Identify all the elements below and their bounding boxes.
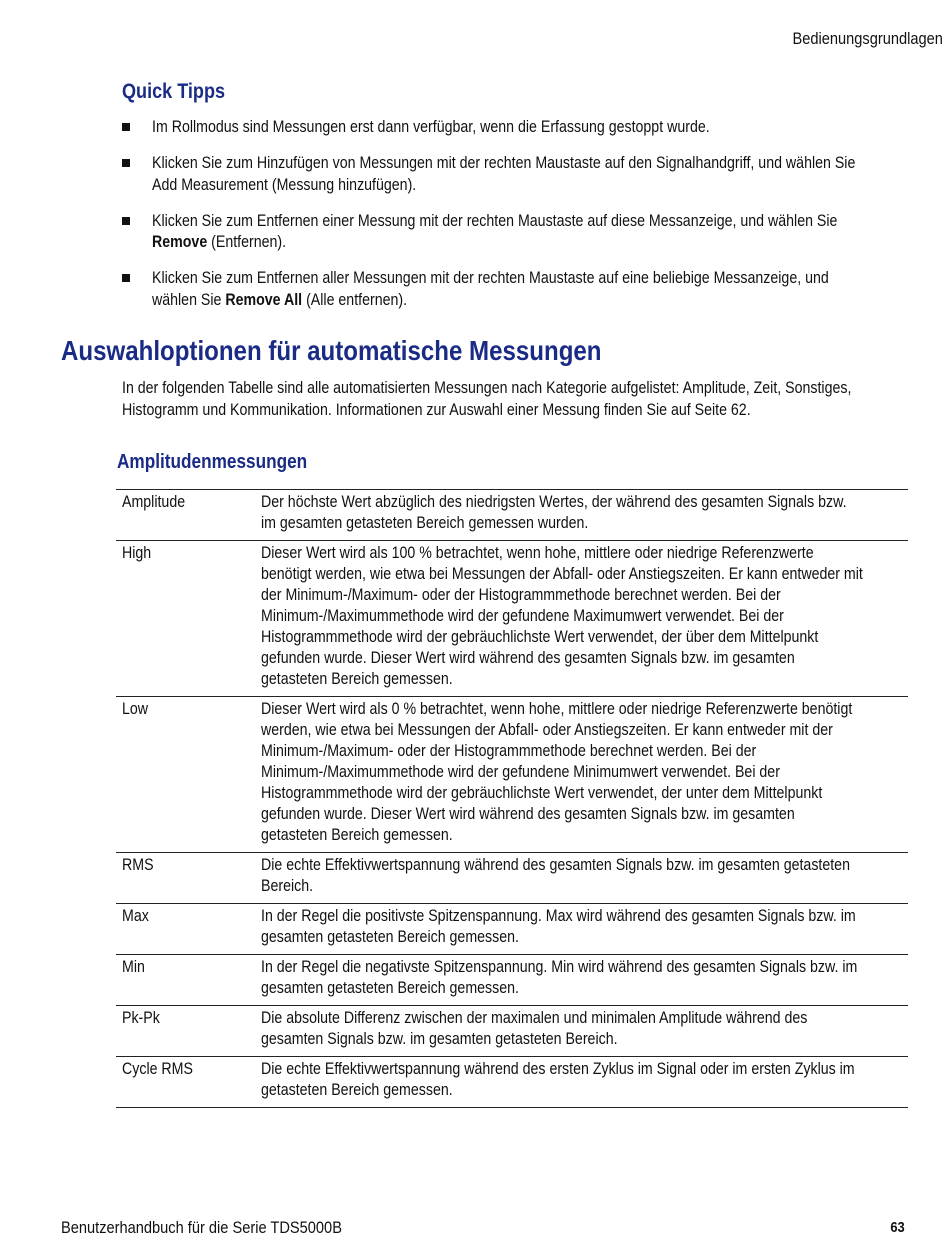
measurement-name: RMS <box>122 856 154 874</box>
measurement-description: Die echte Effektivwertspannung während des ersten Zyklus im Signal oder im ersten Zyklus im getasteten Bereich gemessen. <box>261 1060 855 1099</box>
measurement-name: High <box>122 544 152 562</box>
amplitude-table <box>116 489 908 1108</box>
section-intro: In der folgenden Tabelle sind alle automatisierten Messungen nach Kategorie aufgelistet: Amplitude, Zeit, Sonstiges, Histogramm und Kommunikation. Informationen zur Auswahl einer Messung finden Sie auf Seite 62. <box>122 379 852 419</box>
amplitude-heading: Amplitudenmessungen <box>117 451 308 473</box>
footer-manual-title: Benutzerhandbuch für die Serie TDS5000B <box>61 1218 342 1237</box>
measurement-description: Der höchste Wert abzüglich des niedrigsten Wertes, der während des gesamten Signals bzw. im gesamten getasteten Bereich gemessen wurden. <box>261 493 847 532</box>
square-bullet-icon <box>122 217 130 225</box>
table-row <box>116 490 908 541</box>
measurement-description: In der Regel die negativste Spitzenspannung. Min wird während des gesamten Signals bzw. im gesamten getasteten Bereich gemessen. <box>261 958 858 997</box>
measurement-name: Amplitude <box>122 493 186 511</box>
table-row <box>116 955 908 1006</box>
measurement-name: Max <box>122 907 149 925</box>
table-row <box>116 541 908 697</box>
table-row <box>116 697 908 853</box>
quick-tips-list <box>122 117 902 326</box>
measurement-description: Die echte Effektivwertspannung während des gesamten Signals bzw. im gesamten getasteten Bereich. <box>261 856 850 895</box>
measurement-description: Die absolute Differenz zwischen der maximalen und minimalen Amplitude während des gesamten Signals bzw. im gesamten getasteten Bereich. <box>261 1009 808 1048</box>
tip-item: Klicken Sie zum Hinzufügen von Messungen mit der rechten Maustaste auf den Signalhandgriff, und wählen Sie Add Measurement (Messung hinzufügen). <box>122 153 902 196</box>
measurement-name: Cycle RMS <box>122 1060 193 1078</box>
tip-item: Klicken Sie zum Entfernen einer Messung mit der rechten Maustaste auf diese Messanzeige, und wählen Sie Remove (Entfernen). <box>122 211 902 254</box>
table-row <box>116 1006 908 1057</box>
square-bullet-icon <box>122 159 130 167</box>
measurement-name: Low <box>122 700 149 718</box>
quick-tips-heading: Quick Tipps <box>122 80 226 103</box>
measurement-name: Pk-Pk <box>122 1009 160 1027</box>
page-number: 63 <box>890 1219 905 1236</box>
section-title: Auswahloptionen für automatische Messungen <box>61 335 602 366</box>
table-row <box>116 1057 908 1108</box>
table-row <box>116 853 908 904</box>
running-header: Bedienungsgrundlagen <box>792 29 943 48</box>
measurement-description: In der Regel die positivste Spitzenspannung. Max wird während des gesamten Signals bzw. im gesamten getasteten Bereich gemessen. <box>261 907 856 946</box>
measurement-description: Dieser Wert wird als 0 % betrachtet, wenn hohe, mittlere oder niedrige Referenzwerte benötigt werden, wie etwa bei Messungen der Abfall- oder Anstiegszeiten. Er kann entweder mit der Minimum-/Maximum- oder der Histogrammmethode berechnet werden. Bei der Minimum-/Maximummethode wird der gefundene Minimumwert verwendet. Bei der Histogrammmethode wird der gebräuchlichste Wert verwendet, der unter dem Mittelpunkt gefunden wurde. Dieser Wert wird während des gesamten Signals bzw. im gesamten getasteten Bereich gemessen. <box>261 700 853 844</box>
measurement-description: Dieser Wert wird als 100 % betrachtet, wenn hohe, mittlere oder niedrige Referenzwerte benötigt werden, wie etwa bei Messungen der Abfall- oder Anstiegszeiten. Er kann entweder mit der Minimum-/Maximum- oder der Histogrammmethode berechnet werden. Bei der Minimum-/Maximummethode wird der gefundene Maximumwert verwendet. Bei der Histogrammmethode wird der gebräuchlichste Wert verwendet, der über dem Mittelpunkt gefunden wurde. Dieser Wert wird während des gesamten Signals bzw. im gesamten getasteten Bereich gemessen. <box>261 544 863 688</box>
tip-item: Klicken Sie zum Entfernen aller Messungen mit der rechten Maustaste auf eine beliebige Messanzeige, und wählen Sie Remove All (Alle entfernen). <box>122 268 902 311</box>
tip-item: Im Rollmodus sind Messungen erst dann verfügbar, wenn die Erfassung gestoppt wurde. <box>122 117 902 139</box>
square-bullet-icon <box>122 123 130 131</box>
table-row <box>116 904 908 955</box>
measurement-name: Min <box>122 958 145 976</box>
square-bullet-icon <box>122 274 130 282</box>
